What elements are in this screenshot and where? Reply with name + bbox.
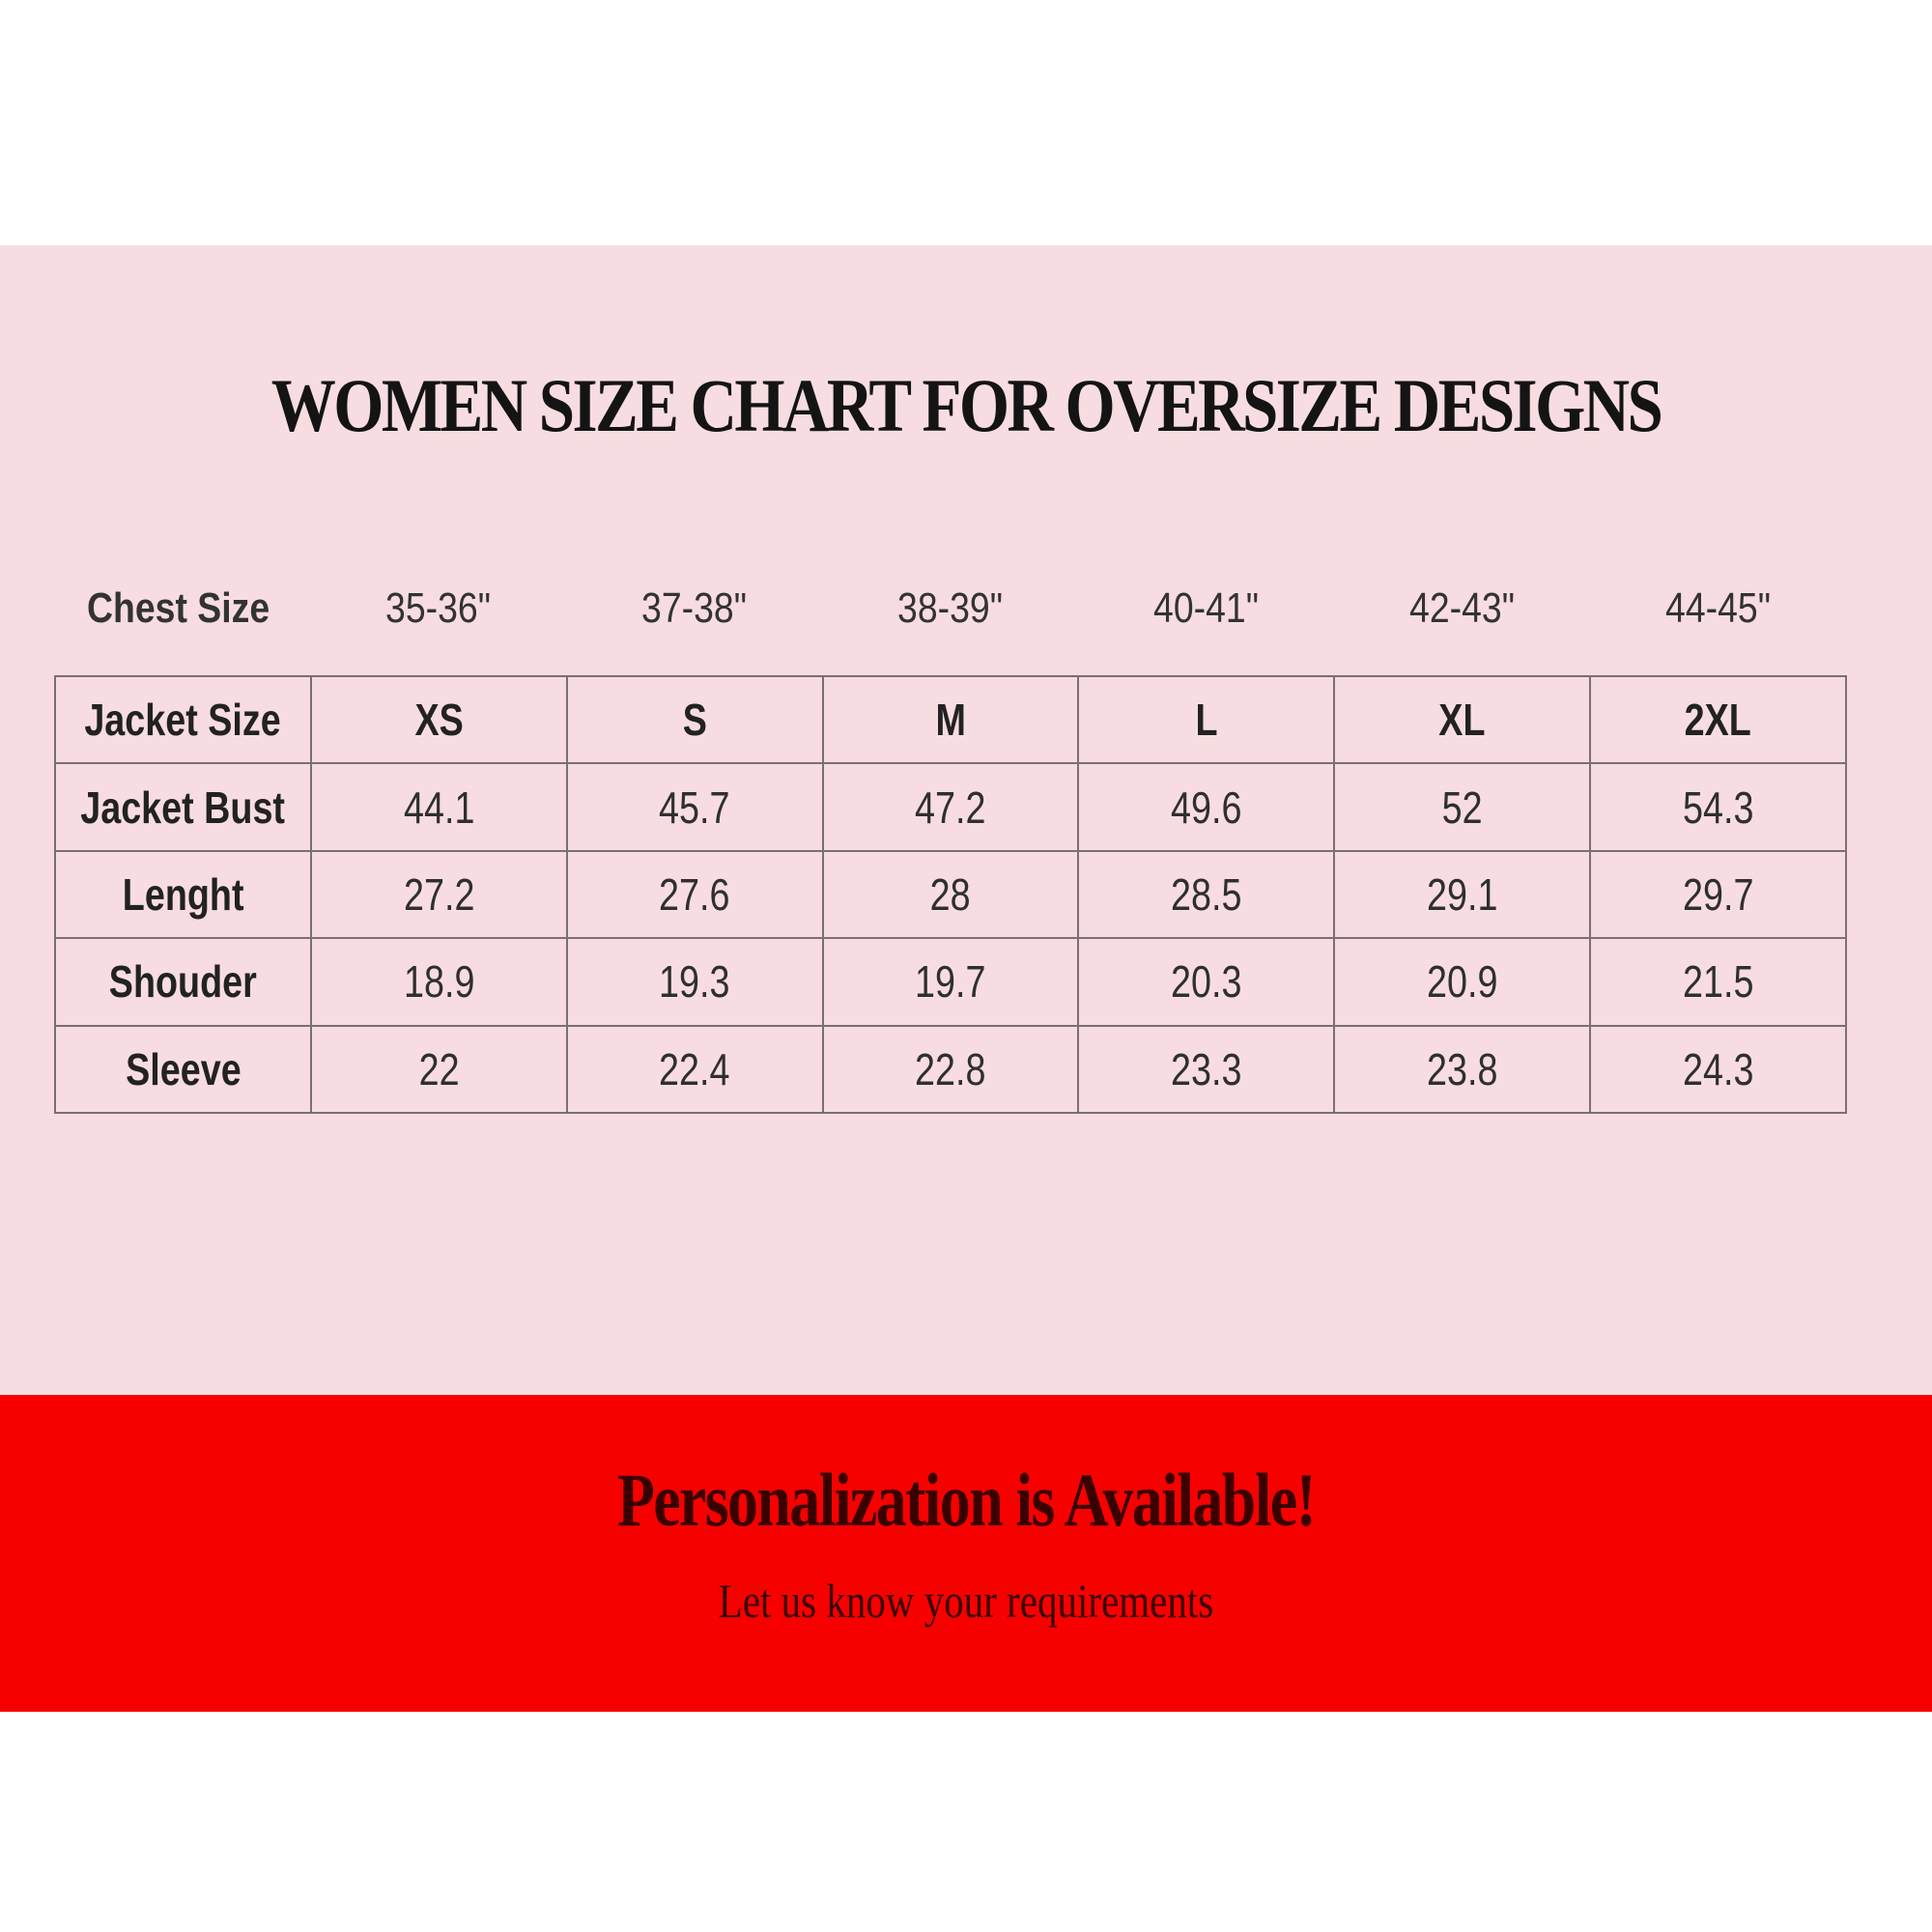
table-cell: M: [823, 676, 1079, 763]
row-label: Jacket Bust: [55, 763, 311, 850]
table-row-jacket-bust: [55, 763, 1846, 850]
chest-size-value: 35-36": [385, 584, 491, 632]
table-cell: 22.4: [567, 1026, 823, 1113]
table-row-jacket-size: [55, 676, 1846, 763]
banner-subtext: Let us know your requirements: [718, 1574, 1214, 1628]
table-cell: 44.1: [311, 763, 567, 850]
chest-size-value: 38-39": [897, 584, 1003, 632]
personalization-banner: [0, 1395, 1932, 1712]
table-row-shoulder: [55, 938, 1846, 1025]
table-row-sleeve: [55, 1026, 1846, 1113]
chest-size-value: 40-41": [1153, 584, 1259, 632]
chest-size-value: 42-43": [1409, 584, 1515, 632]
table-cell: 19.3: [567, 938, 823, 1025]
table-cell: S: [567, 676, 823, 763]
table-cell: 23.8: [1334, 1026, 1590, 1113]
chest-size-row: [54, 580, 1847, 638]
chest-size-value: 44-45": [1665, 584, 1771, 632]
table-cell: 54.3: [1590, 763, 1846, 850]
table-cell: 23.3: [1078, 1026, 1334, 1113]
table-cell: XS: [311, 676, 567, 763]
chart-title: WOMEN SIZE CHART FOR OVERSIZE DESIGNS: [270, 363, 1662, 447]
banner-headline: Personalization is Available!: [616, 1458, 1316, 1542]
table-cell: L: [1078, 676, 1334, 763]
table-cell: 49.6: [1078, 763, 1334, 850]
size-table: [54, 675, 1847, 1114]
table-cell: 52: [1334, 763, 1590, 850]
row-label: Sleeve: [55, 1026, 311, 1113]
table-cell: 22: [311, 1026, 567, 1113]
table-cell: 27.6: [567, 851, 823, 938]
table-cell: 21.5: [1590, 938, 1846, 1025]
table-cell: XL: [1334, 676, 1590, 763]
row-label: Shouder: [55, 938, 311, 1025]
chest-size-label: Chest Size: [87, 584, 270, 632]
table-row-length: [55, 851, 1846, 938]
row-label: Lenght: [55, 851, 311, 938]
table-cell: 2XL: [1590, 676, 1846, 763]
table-cell: 29.7: [1590, 851, 1846, 938]
table-cell: 47.2: [823, 763, 1079, 850]
table-cell: 20.9: [1334, 938, 1590, 1025]
table-cell: 28.5: [1078, 851, 1334, 938]
row-label: Jacket Size: [55, 676, 311, 763]
table-cell: 45.7: [567, 763, 823, 850]
table-cell: 22.8: [823, 1026, 1079, 1113]
table-cell: 27.2: [311, 851, 567, 938]
table-cell: 19.7: [823, 938, 1079, 1025]
table-cell: 29.1: [1334, 851, 1590, 938]
table-cell: 18.9: [311, 938, 567, 1025]
chest-size-value: 37-38": [641, 584, 747, 632]
table-cell: 20.3: [1078, 938, 1334, 1025]
table-cell: 28: [823, 851, 1079, 938]
table-cell: 24.3: [1590, 1026, 1846, 1113]
